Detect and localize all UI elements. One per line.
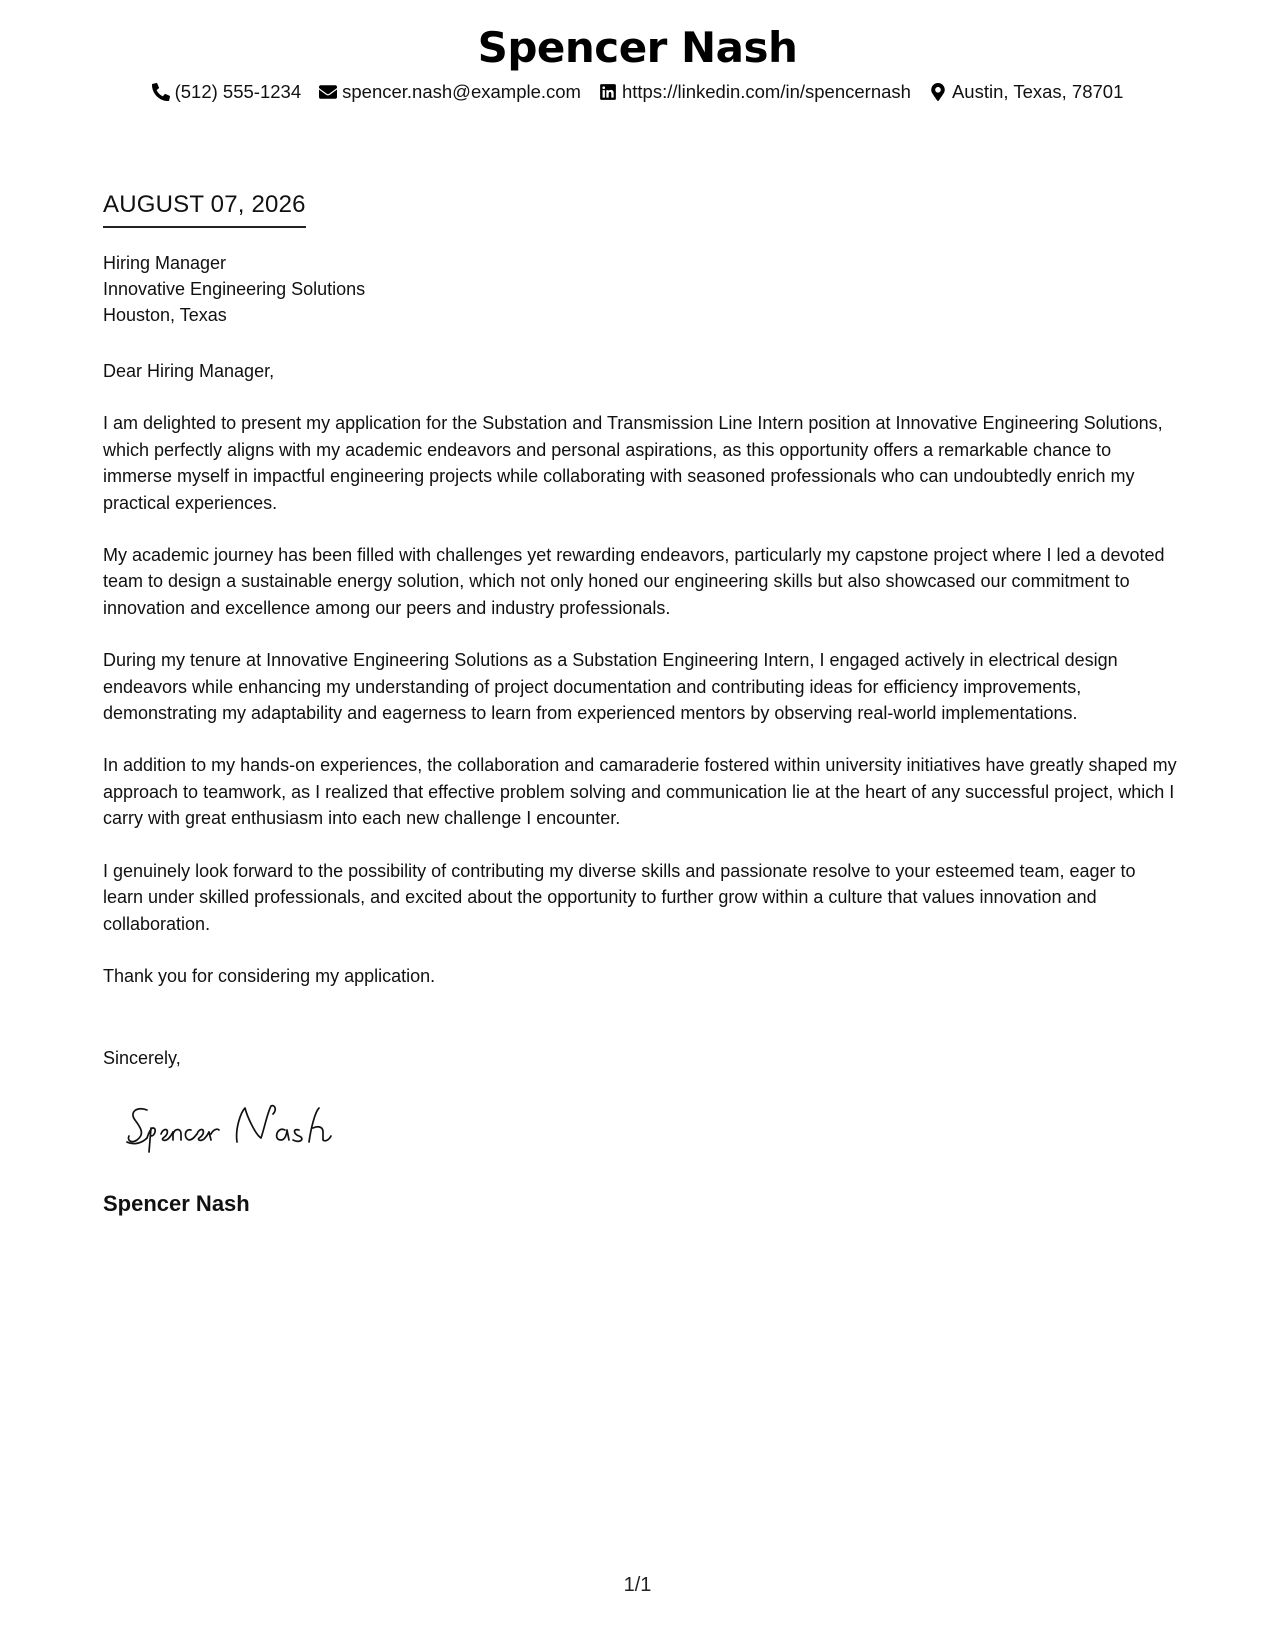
body-paragraph: I genuinely look forward to the possibility of contributing my diverse skills and passionate resolve to your esteemed team, eager to learn under skilled professionals, and excited about the opportunity to further grow within a culture that values innovation and collaboration.: [103, 860, 1136, 934]
recipient-location: Houston, Texas: [103, 305, 227, 325]
recipient-block: [103, 250, 365, 328]
email-address: spencer.nash@example.com: [342, 81, 581, 102]
salutation: Dear Hiring Manager,: [103, 361, 275, 381]
phone-icon: [152, 83, 170, 101]
contact-phone: [152, 80, 302, 104]
body-paragraph: I am delighted to present my application for the Substation and Transmission Line Intern position at Innovative Engineering Solutions, which perfectly aligns with my academic endeavors and personal aspirations, as this opportunity offers a remarkable chance to immerse myself in impactful engineering projects while collaborating with seasoned professionals who can undoubtedly enrich my practical experiences.: [103, 413, 1163, 513]
handwritten-signature: [125, 1098, 350, 1158]
applicant-name: Spencer Nash: [477, 23, 798, 72]
envelope-icon: [319, 83, 337, 101]
contact-email: [319, 80, 581, 104]
phone-number: (512) 555-1234: [174, 81, 302, 102]
recipient-title: Hiring Manager: [103, 253, 227, 273]
signer-name: Spencer Nash: [103, 1191, 250, 1216]
contact-location: [929, 80, 1123, 104]
body-paragraph: My academic journey has been filled with challenges yet rewarding endeavors, particularly my capstone project where I led a devoted team to design a sustainable energy solution, which not only honed our engineering skills but also showcased our commitment to innovation and excellence among our peers and industry professionals.: [103, 545, 1165, 618]
body-paragraph: During my tenure at Innovative Engineering Solutions as a Substation Engineering Intern, I engaged actively in electrical design endeavors while enhancing my understanding of project documentation and contributing ideas for efficiency improvements, demonstrating my adaptability and eagerness to learn from experienced mentors by observing real-world implementations.: [103, 650, 1118, 724]
body-paragraph: Thank you for considering my application.: [103, 965, 436, 986]
contact-linkedin: [599, 80, 911, 104]
letter-date: AUGUST 07, 2026: [103, 190, 306, 228]
recipient-company: Innovative Engineering Solutions: [103, 279, 366, 299]
location-text: Austin, Texas, 78701: [951, 81, 1124, 102]
letter-body: [103, 358, 1178, 1015]
contact-bar: [0, 80, 1275, 104]
closing-line: Sincerely,: [103, 1048, 181, 1068]
linkedin-url: https://linkedin.com/in/spencernash: [621, 81, 911, 102]
linkedin-icon: [599, 83, 617, 101]
map-marker-icon: [929, 83, 947, 101]
page-indicator: 1/1: [623, 1574, 652, 1596]
body-paragraph: In addition to my hands-on experiences, the collaboration and camaraderie fostered within university initiatives have greatly shaped my approach to teamwork, as I realized that effective problem solving and communication lie at the heart of any successful project, which I carry with great enthusiasm into each new challenge I encounter.: [103, 755, 1177, 829]
